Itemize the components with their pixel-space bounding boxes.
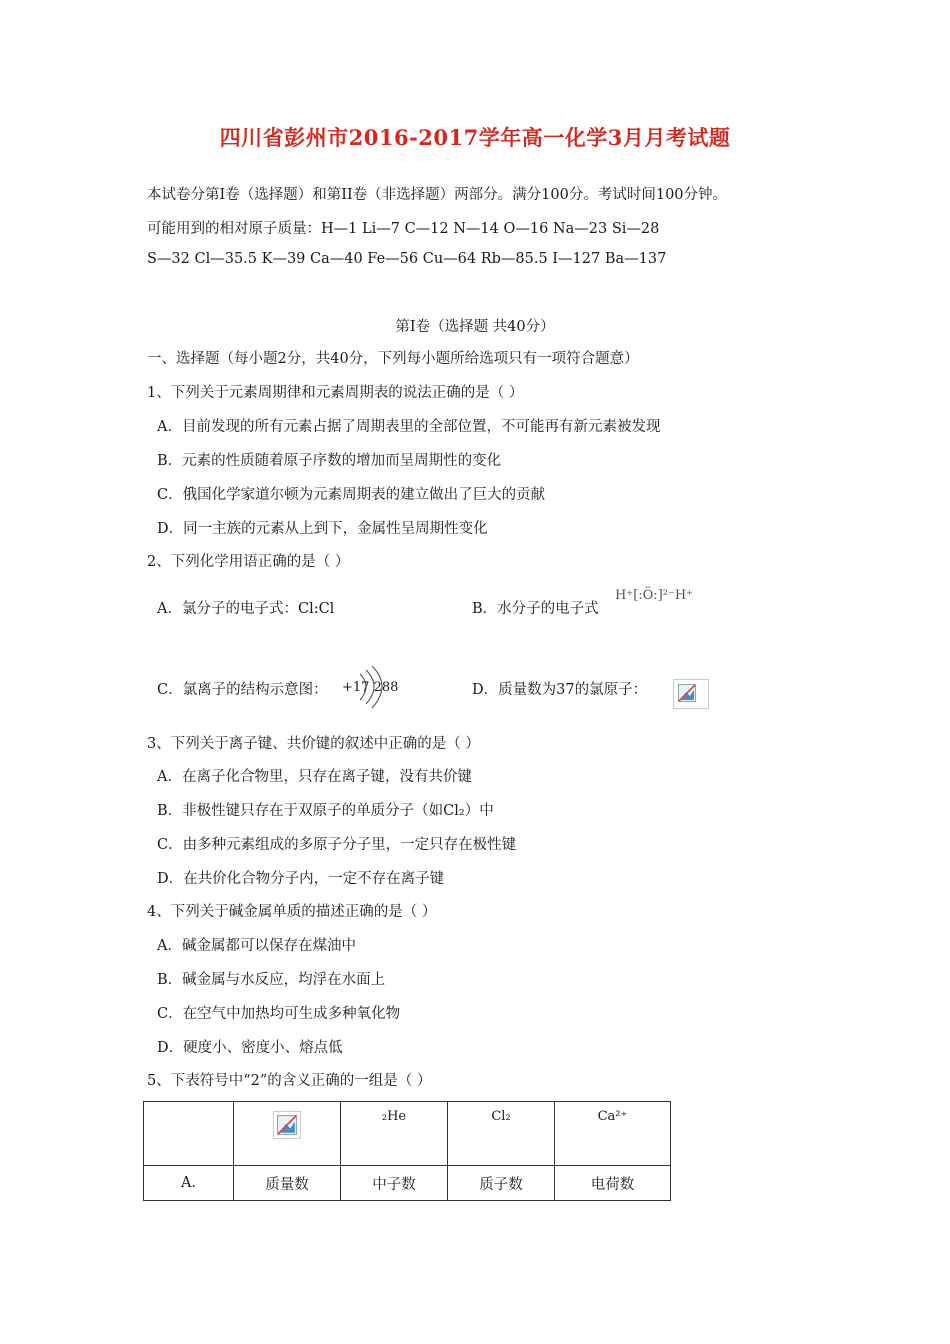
q1-option-a: A．目前发现的所有元素占据了周期表里的全部位置，不可能再有新元素被发现 xyxy=(157,419,661,435)
table-cell: 质子数 xyxy=(448,1166,555,1201)
table-header-row xyxy=(144,1102,671,1166)
table-cell: 电荷数 xyxy=(555,1166,671,1201)
q2-option-c: C．氯离子的结构示意图： xyxy=(157,682,328,698)
water-electron-formula: H⁺[:Ö:]²⁻H⁺ xyxy=(615,588,694,603)
table-cell xyxy=(555,1102,671,1166)
table-cell-image xyxy=(234,1102,341,1166)
section-instructions: 一、选择题（每小题2分，共40分，下列每小题所给选项只有一项符合题意） xyxy=(147,351,639,367)
q4-stem: 4、下列关于碱金属单质的描述正确的是（ ） xyxy=(147,904,437,920)
q2-option-b: B．水分子的电子式 xyxy=(472,601,599,617)
q1-option-b: B．元素的性质随着原子序数的增加而呈周期性的变化 xyxy=(157,453,502,469)
chlorine-symbol: Cl₂ xyxy=(491,1109,511,1124)
q3-option-c: C．由多种元素组成的多原子分子里，一定只存在极性键 xyxy=(157,837,517,853)
chloride-ion-diagram xyxy=(338,662,398,712)
q1-stem: 1、下列关于元素周期律和元素周期表的说法正确的是（ ） xyxy=(147,385,524,401)
intro-line-2: 可能用到的相对原子质量：H—1 Li—7 C—12 N—14 O—16 Na—23 Si—28 xyxy=(147,221,660,237)
table-cell xyxy=(341,1102,448,1166)
intro-line-1: 本试卷分第Ⅰ卷（选择题）和第II卷（非选择题）两部分。满分100分。考试时间100分钟。 xyxy=(147,187,728,203)
broken-image-icon xyxy=(673,679,709,709)
q2-option-d: D．质量数为37的氯原子： xyxy=(472,682,648,698)
q4-option-c: C．在空气中加热均可生成多种氧化物 xyxy=(157,1006,401,1022)
section-heading: 第Ⅰ卷（选择题 共40分） xyxy=(395,319,555,335)
q2-stem: 2、下列化学用语正确的是（ ） xyxy=(147,554,350,570)
q3-stem: 3、下列关于离子键、共价键的叙述中正确的是（ ） xyxy=(147,736,480,752)
table-cell-label: A. xyxy=(144,1166,234,1201)
table-cell xyxy=(448,1102,555,1166)
q4-option-d: D．硬度小、密度小、熔点低 xyxy=(157,1040,343,1056)
q3-option-a: A．在离子化合物里，只存在离子键，没有共价键 xyxy=(157,769,472,785)
image-placeholder-icon xyxy=(277,1115,297,1135)
helium-symbol: ₂He xyxy=(381,1109,407,1124)
table-cell: 中子数 xyxy=(341,1166,448,1201)
broken-image-icon xyxy=(273,1111,301,1139)
page-title: 四川省彭州市2016-2017学年高一化学3月月考试题 xyxy=(219,125,731,150)
image-placeholder-icon xyxy=(678,684,696,702)
intro-line-3: S—32 Cl—35.5 K—39 Ca—40 Fe—56 Cu—64 Rb—85.5 I—127 Ba—137 xyxy=(147,251,667,267)
table-row xyxy=(144,1166,671,1201)
table-cell: 质量数 xyxy=(234,1166,341,1201)
q2-option-a: A．氯分子的电子式：Cl:Cl xyxy=(157,601,335,617)
table-cell xyxy=(144,1102,234,1166)
q5-table xyxy=(143,1101,671,1201)
q1-option-d: D．同一主族的元素从上到下，金属性呈周期性变化 xyxy=(157,521,488,537)
q4-option-a: A．碱金属都可以保存在煤油中 xyxy=(157,938,356,954)
q4-option-b: B．碱金属与水反应，均浮在水面上 xyxy=(157,972,386,988)
q5-stem: 5、下表符号中“2”的含义正确的一组是（ ） xyxy=(147,1073,432,1089)
q3-option-b: B．非极性键只存在于双原子的单质分子（如Cl₂）中 xyxy=(157,803,494,819)
chloride-ion-label: +17 288 xyxy=(342,680,399,695)
calcium-ion-symbol: Ca²⁺ xyxy=(597,1109,628,1124)
q3-option-d: D．在共价化合物分子内，一定不存在离子键 xyxy=(157,871,445,887)
q1-option-c: C．俄国化学家道尔顿为元素周期表的建立做出了巨大的贡献 xyxy=(157,487,546,503)
